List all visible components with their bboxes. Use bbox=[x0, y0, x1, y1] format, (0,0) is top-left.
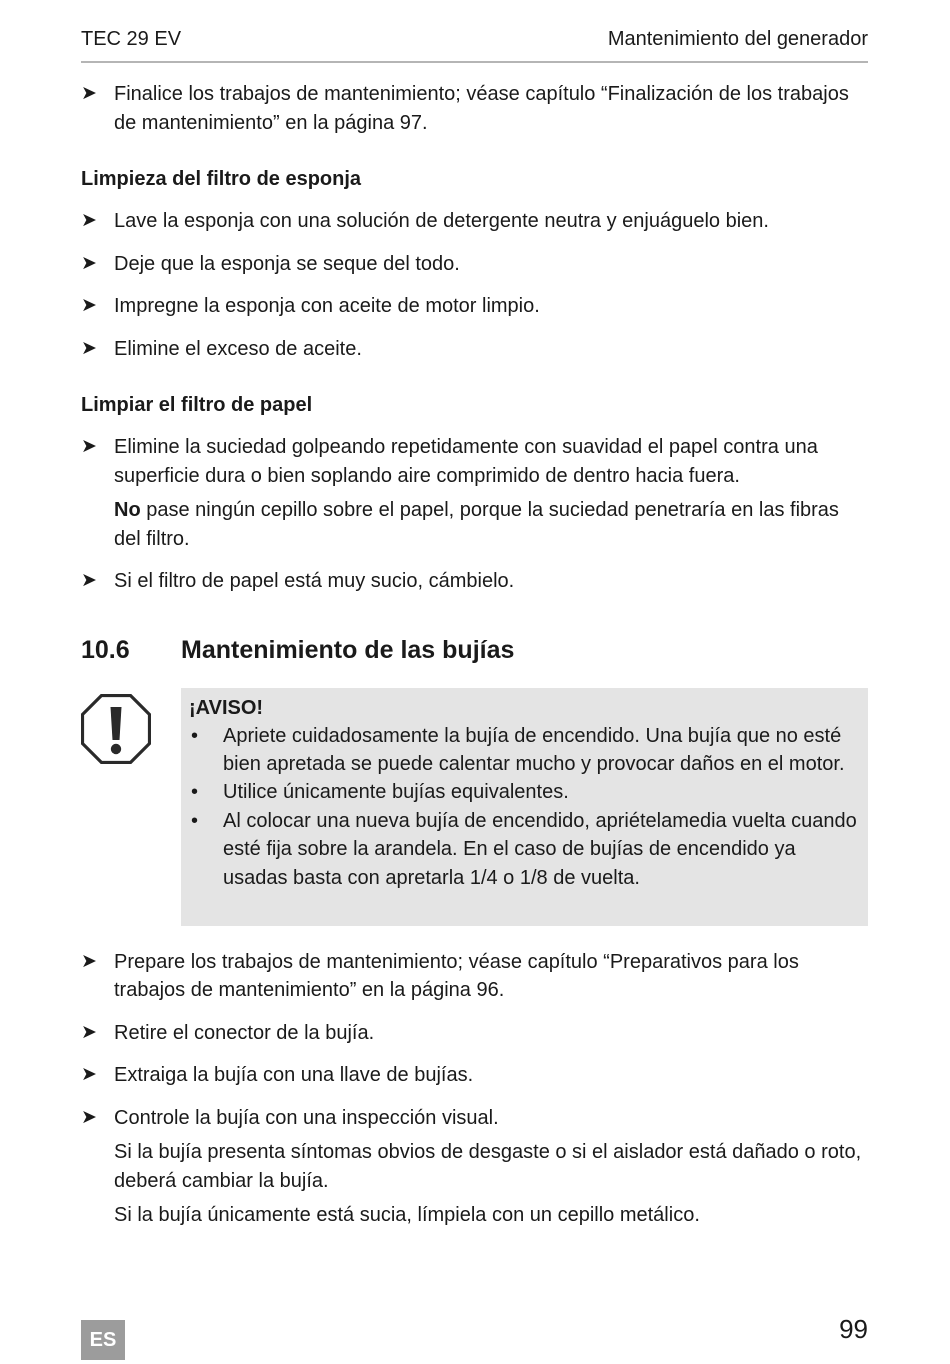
spark-note-dirty: Si la bujía únicamente está sucia, límpiela con un cepillo metálico. bbox=[114, 1204, 700, 1226]
warning-item: • Apriete cuidadosamente la bujía de encendido. Una bujía que no esté bien apretada se puede calentar mucho y provocar daños en el motor. bbox=[189, 722, 858, 779]
arrow-icon: ➤ bbox=[81, 295, 97, 316]
step-spark-1: ➤ Prepare los trabajos de mantenimiento; véase capítulo “Preparativos para los trabajos de mantenimiento” en la página 96. bbox=[81, 948, 868, 1005]
arrow-icon: ➤ bbox=[81, 570, 97, 591]
subheading-sponge-filter: Limpieza del filtro de esponja bbox=[81, 168, 362, 190]
section-number: 10.6 bbox=[81, 635, 130, 664]
arrow-icon: ➤ bbox=[81, 210, 97, 231]
arrow-icon: ➤ bbox=[81, 950, 97, 972]
bullet-dot-icon: • bbox=[191, 724, 199, 747]
arrow-icon: ➤ bbox=[81, 1021, 97, 1043]
section-heading bbox=[81, 634, 868, 666]
page-number: 99 bbox=[839, 1314, 868, 1344]
step-spark-4: ➤ Controle la bujía con una inspección visual. bbox=[81, 1104, 868, 1133]
arrow-icon: ➤ bbox=[81, 1064, 97, 1085]
paper-note: No pase ningún cepillo sobre el papel, porque la suciedad penetraría en las fibras del filtro. bbox=[114, 499, 839, 550]
step-sponge-1: ➤ Lave la esponja con una solución de detergente neutra y enjuáguelo bien. bbox=[81, 207, 868, 236]
warning-item: • Al colocar una nueva bujía de encendido, apriételamedia vuelta cuando esté fija sobre la arandela. En el caso de bujías de encendido ya usadas basta con apretarla 1/4 o 1/8 de vuelta. bbox=[189, 807, 858, 892]
spark-note-worn: Si la bujía presenta síntomas obvios de desgaste o si el aislador está dañado o roto, deberá cambiar la bujía. bbox=[114, 1141, 862, 1192]
step-finish-maintenance: ➤ Finalice los trabajos de mantenimiento; véase capítulo “Finalización de los trabajos de mantenimiento” en la página 97. bbox=[81, 80, 868, 137]
arrow-icon: ➤ bbox=[81, 436, 97, 457]
step-spark-3: ➤ Extraiga la bujía con una llave de bujías. bbox=[81, 1061, 868, 1090]
arrow-icon: ➤ bbox=[81, 83, 97, 104]
note-emphasis: No bbox=[114, 499, 141, 521]
subheading-paper-filter: Limpiar el filtro de papel bbox=[81, 394, 313, 416]
arrow-icon: ➤ bbox=[81, 1106, 97, 1128]
header-chapter: Mantenimiento del generador bbox=[607, 28, 868, 50]
bullet-dot-icon: • bbox=[191, 809, 199, 832]
step-sponge-4: ➤ Elimine el exceso de aceite. bbox=[81, 335, 868, 364]
step-paper-1: ➤ Elimine la suciedad golpeando repetidamente con suavidad el papel contra una superficie dura o bien soplando aire comprimido de dentro hacia fuera. bbox=[81, 433, 868, 490]
step-spark-2: ➤ Retire el conector de la bujía. bbox=[81, 1019, 868, 1048]
arrow-icon: ➤ bbox=[81, 337, 97, 359]
warning-exclamation-icon bbox=[81, 694, 151, 764]
header-model: TEC 29 EV bbox=[81, 28, 182, 50]
arrow-icon: ➤ bbox=[81, 252, 97, 274]
step-sponge-3: ➤ Impregne la esponja con aceite de motor limpio. bbox=[81, 292, 868, 321]
step-sponge-2: ➤ Deje que la esponja se seque del todo. bbox=[81, 250, 868, 279]
step-paper-2: ➤ Si el filtro de papel está muy sucio, cámbielo. bbox=[81, 567, 868, 596]
warning-box bbox=[181, 688, 868, 926]
page-content bbox=[81, 80, 868, 1230]
warning-title: ¡AVISO! bbox=[189, 696, 264, 719]
language-badge: ES bbox=[81, 1320, 125, 1360]
page-header bbox=[81, 28, 868, 63]
section-title: Mantenimiento de las bujías bbox=[181, 635, 515, 664]
bullet-dot-icon: • bbox=[191, 781, 199, 804]
warning-block bbox=[81, 688, 868, 926]
warning-item: • Utilice únicamente bujías equivalentes. bbox=[189, 778, 858, 806]
